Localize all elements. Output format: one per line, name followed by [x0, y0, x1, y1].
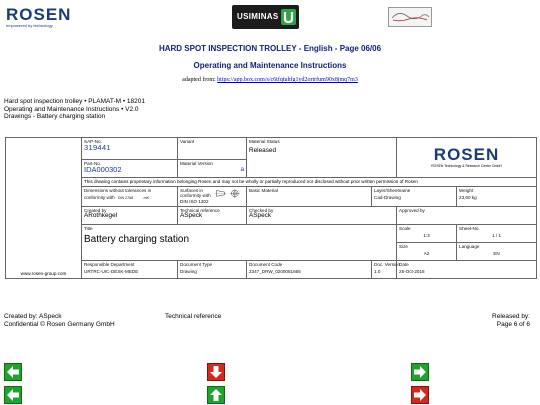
variant-cell	[178, 138, 247, 160]
surfaces-cell	[178, 186, 247, 206]
technical-value: ASpeck	[180, 212, 203, 220]
variant-label: Variant	[180, 139, 195, 144]
created-label: Created by	[84, 207, 107, 213]
weight-label: Weight	[459, 187, 474, 193]
surfaces-label: Surfaces in conformity with	[180, 187, 211, 199]
checked-value: ASpeck	[249, 212, 272, 220]
size-cell	[397, 242, 457, 260]
date-label: Date	[399, 261, 409, 267]
tolerance-class: -mK	[142, 196, 149, 201]
basic-material-cell	[247, 186, 372, 206]
rosen-logo-tagline: empowered by technology	[6, 23, 53, 28]
language-cell	[457, 242, 537, 260]
tolerance-cell	[82, 186, 178, 206]
docver-value: 1.0	[374, 269, 381, 275]
created-value: ARothkegel	[84, 212, 118, 220]
proprietary-notice: This drawing contains proprietary information belonging Rosen and may not be wholly or partially reproduced nor disclosed without prior written permission of Rosen	[82, 178, 537, 187]
layer-value: Cad-Drawing	[374, 195, 401, 201]
source-link[interactable]: https://app.box.com/s/c6tfqtuhfg1yd2ortrfum90x8jmq7m3	[217, 77, 358, 83]
weight-cell	[457, 186, 537, 206]
rosen-block	[397, 138, 537, 178]
material-version-label: Material Version	[180, 161, 213, 166]
doctype-cell	[178, 260, 247, 278]
partner-logo-graphic	[389, 8, 431, 26]
meta-line-3: Drawings - Battery charging station	[4, 113, 106, 120]
part-cell	[82, 160, 178, 178]
date-cell	[397, 260, 537, 278]
meta-line-1: Hard spot inspection trolley • PLAMAT-M • 18201	[4, 98, 145, 105]
rosen-logo	[6, 5, 72, 30]
checked-cell	[247, 206, 397, 224]
weight-value: 23,60 kg	[459, 195, 477, 201]
created-cell	[82, 206, 178, 224]
technical-label: Technical reference	[180, 207, 220, 213]
footer-created: Created by: ASpeck	[4, 313, 62, 320]
basic-material-label: Basic Material	[249, 187, 278, 193]
usiminas-u-icon	[281, 9, 296, 25]
nav-next-button-2[interactable]	[411, 386, 429, 404]
arrow-down-icon	[208, 364, 224, 380]
language-label: Language	[459, 243, 480, 249]
checked-label: Checked by	[249, 207, 274, 213]
title-value: Battery charging station	[84, 234, 190, 246]
nav-prev-button[interactable]	[4, 363, 22, 381]
tolerance-label: Dimensions without tolerances in	[84, 187, 152, 193]
sap-cell	[82, 138, 178, 160]
approved-label: Approved by	[399, 207, 425, 213]
language-value: EN	[493, 251, 500, 257]
projection-symbol-icon	[214, 188, 244, 198]
arrow-left-icon	[5, 387, 21, 403]
tolerance-value: conformity with	[84, 195, 115, 201]
docver-label: Doc. Version	[374, 261, 401, 267]
page-title: HARD SPOT INSPECTION TROLLEY - English - Page 06/06	[158, 44, 382, 53]
size-label: Size	[399, 243, 408, 249]
dept-label: Responsible Department	[84, 261, 135, 267]
date-value: 25-Oct-2018	[399, 269, 425, 275]
docver-cell	[372, 260, 401, 278]
scale-label: Scale	[399, 225, 411, 231]
title-label: Title	[84, 225, 93, 231]
technical-cell	[178, 206, 247, 224]
scale-cell	[397, 224, 457, 242]
partner-logo	[388, 7, 432, 27]
footer-right	[492, 313, 530, 328]
surfaces-row	[180, 188, 244, 205]
tolerance-standard: DIN 2768	[117, 196, 134, 201]
arrow-right-icon	[412, 364, 428, 380]
footer-left	[4, 313, 115, 328]
arrow-left-icon	[5, 364, 21, 380]
website-label: www.rosen-group.com	[6, 138, 82, 279]
usiminas-logo-word: USIMINAS	[237, 12, 279, 21]
adapted-prefix: adapted from:	[182, 77, 216, 83]
scale-value: 1:3	[423, 233, 430, 239]
sheet-label: Sheet-No.	[459, 225, 480, 231]
doccode-label: Document Code	[249, 261, 283, 267]
layer-cell	[372, 186, 457, 206]
usiminas-logo	[232, 5, 299, 29]
sap-value: 319441	[84, 142, 111, 152]
doccode-cell	[247, 260, 372, 278]
rosen-logo-word: ROSEN	[6, 5, 72, 24]
material-version-value: a	[240, 165, 244, 173]
nav-prev-button-2[interactable]	[4, 386, 22, 404]
footer-released: Released by:	[492, 313, 530, 320]
part-value: IDA000302	[84, 164, 122, 174]
nav-down-button[interactable]	[207, 363, 225, 381]
approved-cell	[397, 206, 537, 224]
dept-value: URTRC-UIC-DESK-MEDE	[84, 269, 139, 275]
sheet-value: 1 / 1	[492, 233, 502, 239]
footer-technical: Technical reference	[165, 313, 222, 320]
adapted-from	[0, 77, 540, 83]
nav-up-button[interactable]	[207, 386, 225, 404]
document-meta	[4, 98, 145, 121]
part-label: Part-No.	[84, 161, 102, 166]
material-status-value: Released	[249, 146, 277, 154]
page-subtitle: Operating and Maintenance Instructions	[193, 61, 347, 70]
meta-line-2: Operating and Maintenance Instructions • V2.0	[4, 105, 139, 113]
layer-label: Layer/Sheetname	[374, 187, 411, 193]
title-cell	[82, 224, 397, 260]
rosen-company: ROSEN Technology & Research Center GmbH	[431, 163, 502, 168]
rosen-block-logo: ROSEN	[433, 144, 500, 164]
size-value: A2	[423, 251, 430, 257]
sheet-cell	[457, 224, 537, 242]
material-status-cell	[247, 138, 397, 178]
surfaces-standard: DIN ISO 1302	[180, 198, 209, 204]
doctype-label: Document Type	[180, 261, 213, 267]
arrow-right-icon	[412, 387, 428, 403]
nav-next-button[interactable]	[411, 363, 429, 381]
footer-confidential: Confidential © Rosen Germany GmbH	[4, 320, 115, 328]
arrow-up-icon	[208, 387, 224, 403]
footer-page: Page 6 of 6	[496, 320, 530, 328]
material-version-cell	[178, 160, 247, 178]
drawing-title-block	[5, 137, 536, 277]
material-status-label: Material Status	[249, 139, 280, 144]
dept-cell	[82, 260, 178, 278]
tolerance-line	[84, 195, 175, 202]
doctype-value: Drawing	[180, 269, 197, 275]
doccode-value: 2347_DRW_0200081665	[249, 269, 301, 275]
sap-label: SAP-No.	[84, 139, 102, 144]
